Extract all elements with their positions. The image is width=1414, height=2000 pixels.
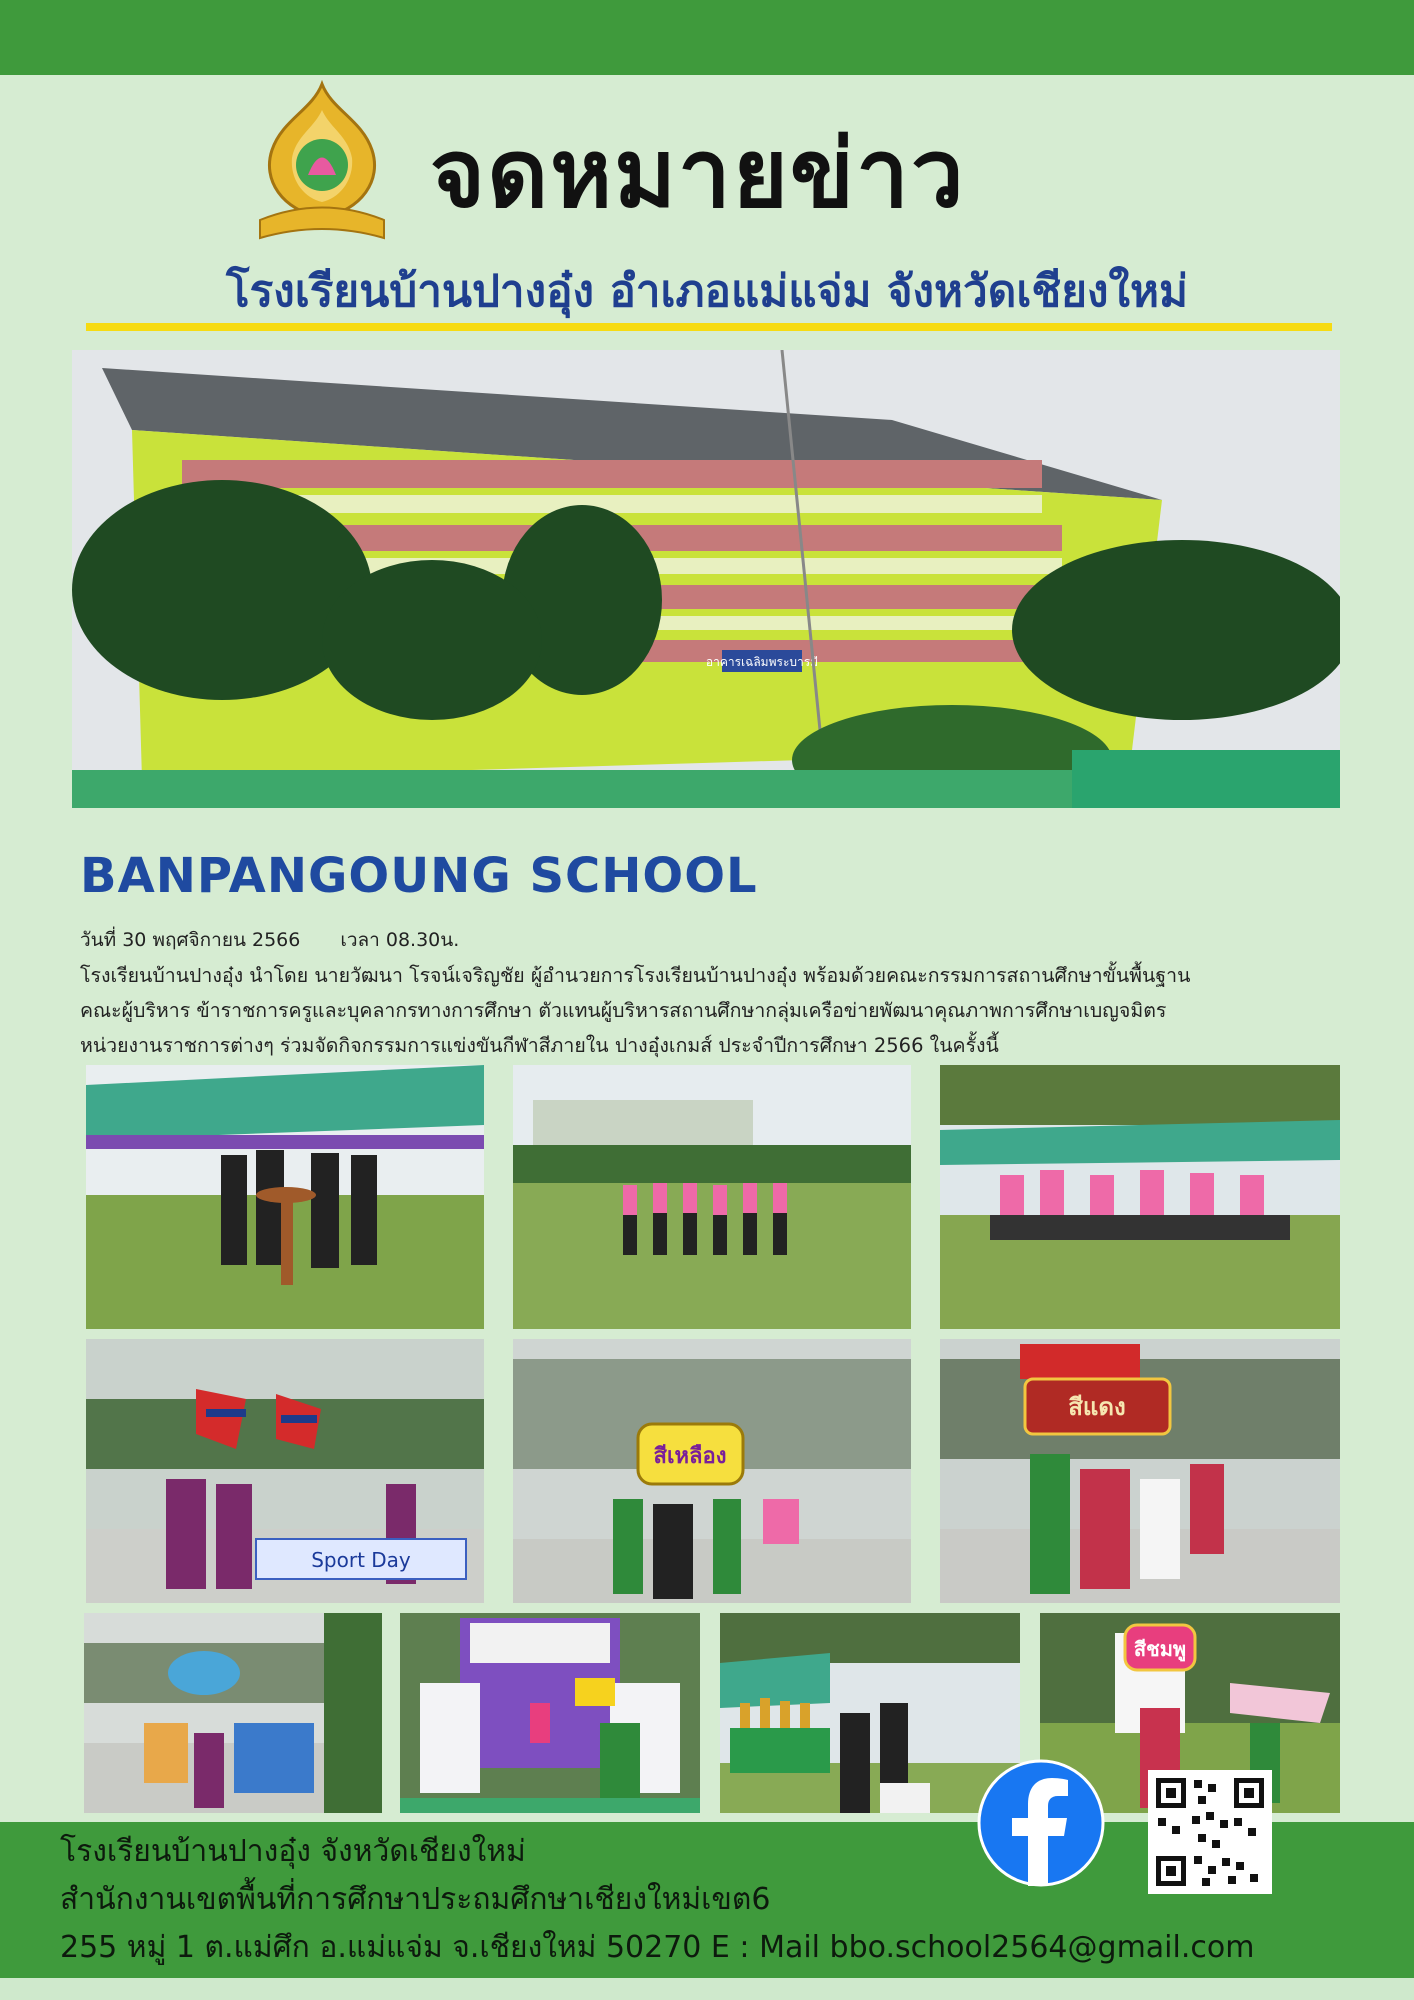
school-subtitle: โรงเรียนบ้านปางอุ๋ง อำเภอแม่แจ่ม จังหวัดเชียงใหม่ (226, 266, 1188, 317)
event-date-line (80, 925, 499, 955)
photo-parade-sport-day (86, 1339, 484, 1603)
article-line: คณะผู้บริหาร ข้าราชการครูและบุคลากรทางการศึกษา ตัวแทนผู้บริหารสถานศึกษากลุ่มเครือข่ายพัฒนาคุณภาพการศึกษาเบญจมิตร (80, 999, 1167, 1022)
facebook-icon[interactable] (976, 1758, 1106, 1888)
footer-address-line: 255 หมู่ 1 ต.แม่ศึก อ.แม่แจ่ม จ.เชียงใหม่ 50270 E : Mail bbo.school2564@gmail.com (60, 1930, 1255, 1965)
photo-parade-yellow (513, 1339, 911, 1603)
hero-school-building-photo (72, 350, 1340, 808)
building-sign: อาคารเฉลิมพระบารมี (705, 655, 819, 669)
footer-strip (0, 1978, 1414, 2000)
photo-parade-red (940, 1339, 1340, 1603)
title-divider (86, 323, 1332, 331)
top-bar (0, 0, 1414, 75)
qr-code[interactable] (1148, 1770, 1272, 1894)
sport-day-banner: Sport Day (311, 1548, 411, 1572)
school-english-name: BANPANGOUNG SCHOOL (80, 848, 758, 904)
article-line: หน่วยงานราชการต่างๆ ร่วมจัดกิจกรรมการแข่งขันกีฬาสีภายใน ปางอุ๋งเกมส์ ประจำปีการศึกษา 2566 ในครั้งนี้ (80, 1034, 999, 1057)
yellow-team-sign: สีเหลือง (653, 1444, 727, 1469)
article-line: โรงเรียนบ้านปางอุ๋ง นำโดย นายวัฒนา โรจน์เจริญชัย ผู้อำนวยการโรงเรียนบ้านปางอุ๋ง พร้อมด้วยคณะกรรมการสถานศึกษาขั้นพื้นฐาน (80, 964, 1191, 987)
red-team-sign: สีแดง (1068, 1393, 1126, 1421)
newsletter-title: จดหมายข่าว (430, 120, 966, 229)
pink-team-sign: สีชมพู (1133, 1637, 1187, 1661)
photo-ceremony (86, 1065, 484, 1329)
footer-school-line: โรงเรียนบ้านปางอุ๋ง จังหวัดเชียงใหม่ (60, 1834, 526, 1869)
event-date: วันที่ 30 พฤศจิกายน 2566 (80, 929, 301, 951)
article-body (80, 958, 1370, 1063)
photo-group (940, 1065, 1340, 1329)
photo-line-up (513, 1065, 911, 1329)
event-time: เวลา 08.30น. (340, 929, 460, 951)
photo-awards (720, 1613, 1020, 1813)
school-logo (252, 80, 392, 245)
footer-office-line: สำนักงานเขตพื้นที่การศึกษาประถมศึกษาเชียงใหม่เขต6 (60, 1882, 771, 1917)
photo-podium-stage (400, 1613, 700, 1813)
photo-costumes (84, 1613, 382, 1813)
